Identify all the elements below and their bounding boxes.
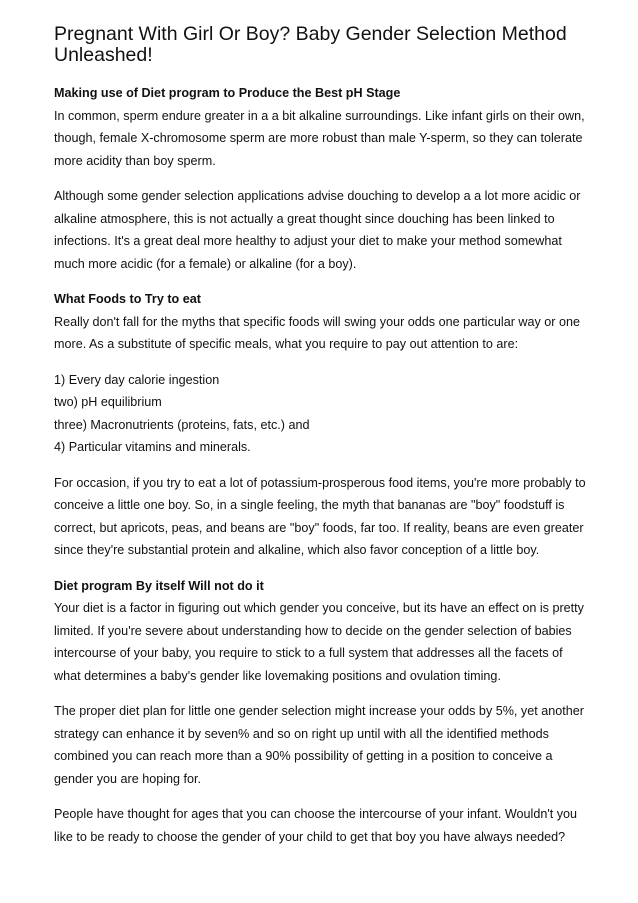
list-item: 1) Every day calorie ingestion (54, 372, 220, 387)
page-title: Pregnant With Girl Or Boy? Baby Gender Selection Method Unleashed! (54, 23, 567, 66)
paragraph: Although some gender selection applications advise douching to develop a a lot more acidic or alkaline atmosphere, this is not actually a great thought since douching has been linked to infections. It's a great deal more healthy to adjust your diet to make your method somewhat much more acidic (for a female) or alkaline (for a boy). (54, 189, 581, 271)
section-foods (54, 288, 589, 562)
numbered-list (54, 369, 589, 459)
section-heading: What Foods to Try to eat (54, 292, 201, 306)
section-heading: Making use of Diet program to Produce the Best pH Stage (54, 86, 401, 100)
paragraph: The proper diet plan for little one gender selection might increase your odds by 5%, yet another strategy can enhance it by seven% and so on right up until with all the identified methods combined you can reach more than a 90% possibility of getting in a position to conceive a gender you are hoping for. (54, 704, 584, 786)
section-diet-alone (54, 575, 589, 849)
paragraph: Really don't fall for the myths that specific foods will swing your odds one particular way or one more. As a substitute of specific meals, what you require to pay out attention to are: (54, 314, 580, 351)
section-diet-ph (54, 82, 589, 275)
list-item: three) Macronutrients (proteins, fats, etc.) and (54, 417, 310, 432)
paragraph: For occasion, if you try to eat a lot of potassium-prosperous food items, you're more probably to conceive a little one boy. So, in a single feeling, the myth that bananas are "boy" foodstuff is correct, but apricots, peas, and beans are "boy" foods, far too. If reality, beans are even greater since they're substantial protein and alkaline, which also favor conception of a little boy. (54, 475, 586, 557)
list-item: two) pH equilibrium (54, 395, 162, 409)
paragraph: Your diet is a factor in figuring out which gender you conceive, but its have an effect on is pretty limited. If you're severe about understanding how to decide on the gender selection of babies intercourse of your baby, you require to stick to a full system that addresses all the facets of what determines a baby's gender like lovemaking positions and ovulation timing. (54, 601, 584, 683)
paragraph: In common, sperm endure greater in a a bit alkaline surroundings. Like infant girls on their own, though, female X-chromosome sperm are more robust than male Y-sperm, so they can tolerate more acidity than boy sperm. (54, 108, 585, 168)
section-heading: Diet program By itself Will not do it (54, 578, 264, 593)
list-item: 4) Particular vitamins and minerals. (54, 440, 251, 454)
document-page (54, 24, 589, 861)
paragraph: People have thought for ages that you can choose the intercourse of your infant. Wouldn't you like to be ready to choose the gender of your child to get that boy you have always needed? (54, 807, 578, 844)
